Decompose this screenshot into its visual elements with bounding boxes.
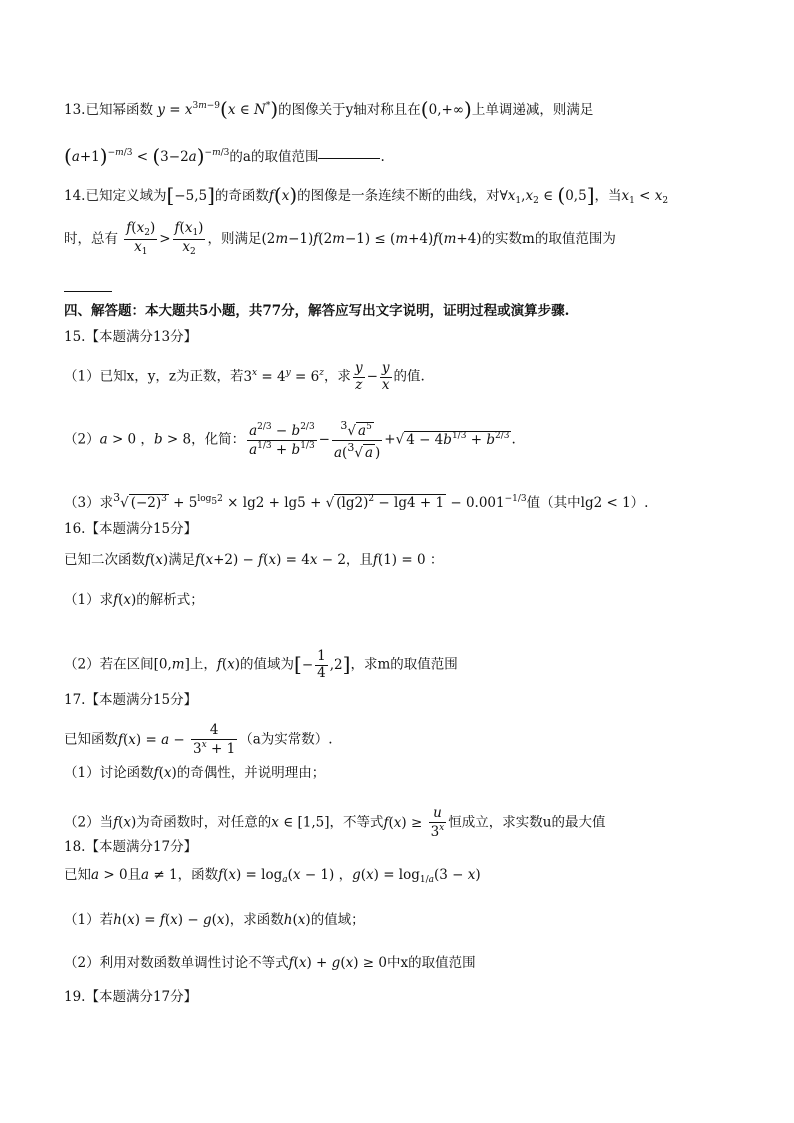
- q14-line1: 14.已知定义域为[−5,5]的奇函数f(x)的图像是一条连续不断的曲线，对$\forall x_1,x_2$ ∈ (0,5]，当$x_1 < x_2$: [64, 183, 669, 207]
- section-heading: 四、解答题：本大题共5小题，共77分，解答应写出文字说明，证明过程或演算步骤.: [64, 303, 570, 319]
- ab-conditions: a > 0 ，b > 8: [99, 431, 192, 448]
- q18-part2: （2）利用对数函数单调性讨论不等式f(x) + g(x) ≥ 0中x的取值范围: [64, 955, 476, 971]
- q17-part1: （1）讨论函数f(x)的奇偶性，并说明理由；: [64, 765, 326, 781]
- q18-functions: $f(x) = \log_a(x - 1)$ ，$g(x) = \log_{1/a}(3 - x)$: [218, 867, 481, 885]
- frac-fx1-x2: $\frac{f(x_1)}{x_2}$: [174, 220, 204, 257]
- q15-title: 15.【本题满分13分】: [64, 329, 198, 345]
- frac-y-x: $\frac{y}{x}$: [381, 360, 390, 393]
- f1-eq-0: f(1) = 0 ：: [372, 552, 444, 568]
- functional-equation: f(x+2) − f(x) = 4x − 2: [195, 552, 346, 568]
- q16-title: 16.【本题满分15分】: [64, 521, 198, 537]
- q17-part2: （2）当f(x)为奇函数时，对任意的x ∈ [1,5]，不等式f(x) ≥ $\frac{u}{3^x}$ 恒成立，求实数u的最大值: [64, 805, 606, 840]
- q19-title: 19.【本题满分17分】: [64, 989, 198, 1005]
- range-interval: [− $\frac{1}{4}$ ,2]: [294, 648, 351, 681]
- q17-title: 17.【本题满分15分】: [64, 692, 198, 708]
- x1-lt-x2: $x_1 < x_2$: [621, 188, 669, 206]
- q18-inequality: f(x) + g(x) ≥ 0: [288, 955, 387, 971]
- q15-part3: （3）求$^3$√ $(-2)^3 + 5^{log_52} \times \lg 2 + \lg 5$ + √ $(\lg 2)^2 - \lg 4 + 1 - 0.001^{-1/3}$值（其中lg2 < 1）.: [64, 491, 649, 511]
- q18-title: 18.【本题满分17分】: [64, 839, 198, 855]
- q17-inequality: f(x) ≥ $\frac{u}{3^x}$: [383, 805, 445, 840]
- q18-stem: 已知a > 0且a ≠ 1，函数$f(x) = \log_a(x - 1)$ ，$g(x) = \log_{1/a}(3 - x)$: [64, 867, 481, 885]
- q17-function: f(x) = a − $\frac{4}{3^x + 1}$: [118, 722, 236, 757]
- q13-line1: 13.已知幂函数 $y = x^{3m-9}(x$ ∈ N*)的图像关于y轴对称且在(0,+∞)上单调递减，则满足: [64, 97, 594, 121]
- answer-blank-14[interactable]: [64, 291, 112, 292]
- q14-line2: 时，总有 $\frac{f(x_2)}{x_1}$ > $\frac{f(x_1)}{x_2}$ ，则满足(2m−1)f(2m−1) ≤ (m+4)f(m+4)的实数m的取值范围为: [64, 220, 616, 257]
- q16-part1: （1）求f(x)的解析式；: [64, 592, 204, 608]
- q13-inequality: $(a+1)^{-m/3} < (3-2a)^{-m/3}$: [64, 144, 230, 168]
- x-in-1-5: x ∈ [1,5]: [271, 814, 330, 831]
- sqrt-term: $4 - 4b^{1/3} + b^{2/3}$: [406, 430, 510, 448]
- answer-blank-13[interactable]: [318, 157, 380, 159]
- frac-cuberoot: $\frac{^3√ a^5}{a(^3√ a )}$: [333, 419, 381, 461]
- q14-inequality: (2m−1)f(2m−1) ≤ (m+4)f(m+4): [261, 231, 482, 247]
- q16-stem: 已知二次函数f(x)满足f(x+2) − f(x) = 4x − 2，且f(1) = 0 ：: [64, 552, 444, 568]
- q15-expression: $^3$√ $(-2)^3 + 5^{log_52} \times \lg 2 + \lg 5$ + √ $(\lg 2)^2 - \lg 4 + 1 - 0.001^{-1/3}$: [113, 491, 527, 511]
- q16-part2: （2）若在区间[0,m]上，f(x)的值域为[− $\frac{1}{4}$ ,2]，求m的取值范围: [64, 648, 458, 681]
- frac-y-z: $\frac{y}{z}$: [354, 360, 363, 393]
- q17-stem: 已知函数f(x) = a − $\frac{4}{3^x + 1}$ （a为实常数）.: [64, 722, 333, 757]
- domain-interval: [−5,5]: [166, 183, 215, 207]
- lg2-lt-1: lg2 < 1: [580, 495, 631, 511]
- q15-part1: （1）已知x，y，z为正数，若$3^x = 4^y = 6^z$，求 $\frac{y}{z}$ − $\frac{y}{x}$ 的值.: [64, 360, 425, 393]
- frac-fx2-x1: $\frac{f(x_2)}{x_1}$: [126, 220, 156, 257]
- frac-a23-b23: $\frac{a^{2/3} - b^{2/3}}{a^{1/3} + b^{1/3}}$: [249, 422, 315, 458]
- h-def: h(x) = f(x) − g(x): [113, 912, 230, 928]
- forall-x1x2: $\forall x_1,x_2$ ∈ (0,5]: [499, 183, 595, 207]
- interval-0-inf: (0,+∞): [420, 97, 472, 121]
- exp-equation: $3^x = 4^y = 6^z$: [243, 367, 324, 385]
- q15-part2: （2）a > 0 ，b > 8，化简： $\frac{a^{2/3} - b^{2/3}}{a^{1/3} + b^{1/3}}$ − $\frac{^3√ a^5}{a(^3√ a )}$ +√ $4 - 4b^{1/3} + b^{2/3}$ .: [64, 419, 516, 461]
- q13-line2: $(a+1)^{-m/3} < (3-2a)^{-m/3}$的a的取值范围 .: [64, 144, 385, 168]
- q18-part1: （1）若h(x) = f(x) − g(x)，求函数h(x)的值域；: [64, 912, 365, 928]
- power-function-formula: $y = x^{3m-9}(x$ ∈ N*): [157, 97, 279, 121]
- interval-0-m: [0,m]: [153, 656, 190, 673]
- f-of-x: f(x): [268, 183, 298, 207]
